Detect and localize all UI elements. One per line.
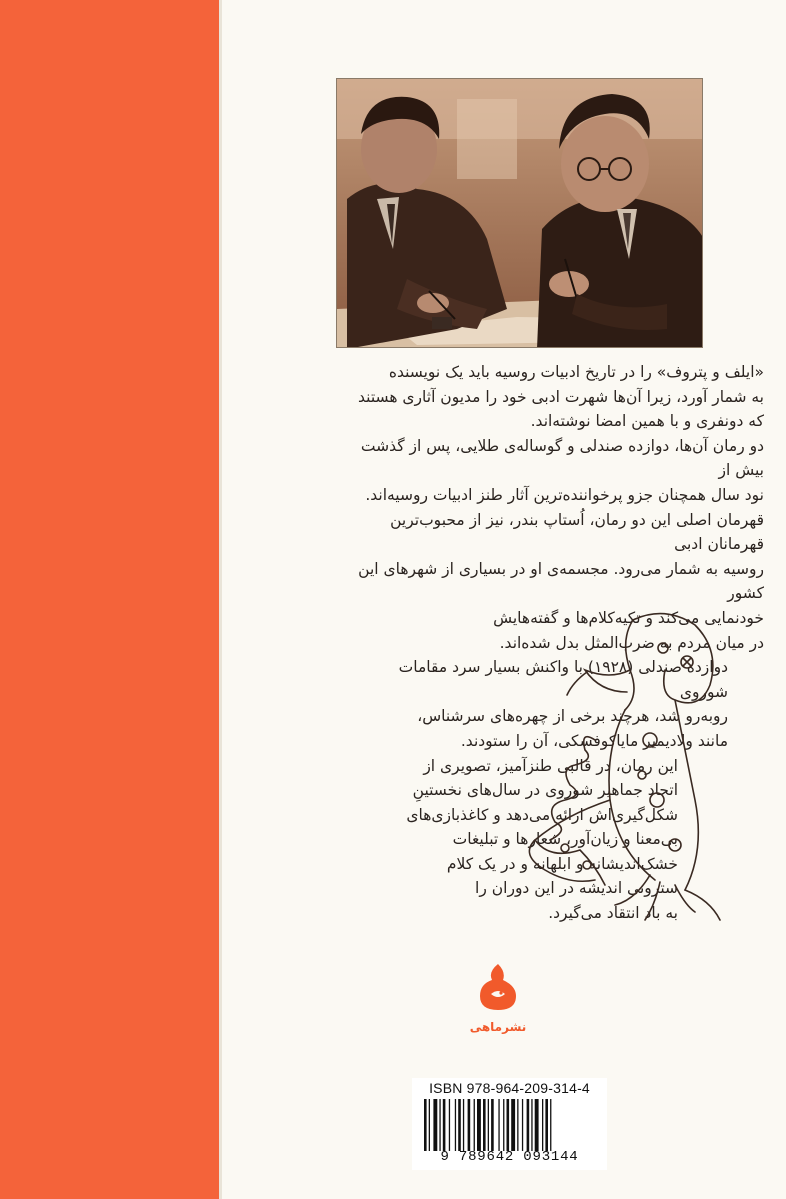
dragon-doodle-icon xyxy=(395,600,735,940)
barcode-bar xyxy=(442,1099,445,1151)
barcode-bar xyxy=(433,1099,437,1151)
blurb-line: نود سال همچنان جزو پرخواننده‌ترین آثار طنز ادبیات روسیه‌اند. xyxy=(365,485,764,504)
blurb-line: شکل‌گیری‌اش ارائه می‌دهد و کاغذبازی‌های xyxy=(406,805,678,824)
spine-edge xyxy=(219,0,222,1199)
blurb-line: که دونفری و با همین امضا نوشته‌اند. xyxy=(530,412,764,431)
barcode-bar xyxy=(506,1099,509,1151)
blurb-line: به شمار آورد، زیرا آن‌ها شهرت ادبی خود را مدیون آثاری هستند xyxy=(358,387,764,406)
barcode-bar xyxy=(473,1099,474,1151)
barcode-bar xyxy=(542,1099,543,1151)
orange-spine xyxy=(0,0,219,1199)
barcode-bar xyxy=(487,1099,488,1151)
barcode-bar xyxy=(503,1099,504,1151)
barcode-bar xyxy=(545,1099,548,1151)
barcode-bar xyxy=(526,1099,529,1151)
blurb-line: «ایلف و پتروف» را در تاریخ ادبیات روسیه باید یک نویسنده xyxy=(388,363,764,381)
barcode-bar xyxy=(521,1099,522,1151)
author-photo xyxy=(336,78,703,348)
blurb-line: خشک‌اندیشانه و ابلهانه و در یک کلام xyxy=(446,854,678,873)
blurb-line: این رمان، در قالبی طنزآمیز، تصویری از xyxy=(423,756,678,775)
barcode-bar xyxy=(424,1099,427,1151)
isbn-barcode xyxy=(412,1078,607,1170)
barcode-bar xyxy=(511,1099,515,1151)
blurb-paragraph xyxy=(344,360,764,434)
barcode-bar xyxy=(454,1099,455,1151)
barcode-bar xyxy=(467,1099,470,1151)
barcode-bars xyxy=(420,1099,600,1151)
flame-drop-logo-icon xyxy=(476,962,520,1012)
blurb-paragraph xyxy=(344,434,764,508)
barcode-bar xyxy=(483,1099,486,1151)
blurb-line: روسیه به شمار می‌رود. مجسمه‌ی او در بسیاری از شهرهای این کشور xyxy=(358,559,764,603)
blurb-line: سترونی اندیشه در این دوران را xyxy=(475,879,678,898)
barcode-digits: 9 789642 093144 xyxy=(440,1149,579,1165)
barcode-bar xyxy=(531,1099,532,1151)
blurb-line: مانند ولادیمیر مایاکوفسکی، آن را ستودند. xyxy=(460,731,728,750)
barcode-bar xyxy=(462,1099,463,1151)
photo-of-two-men-writing-icon xyxy=(337,79,702,348)
barcode-bar xyxy=(491,1099,494,1151)
blurb-line: دو رمان آن‌ها، دوازده صندلی و گوساله‌ی طلایی، پس از گذشت بیش از xyxy=(360,436,764,480)
barcode-bar xyxy=(477,1099,481,1151)
barcode-bar xyxy=(498,1099,499,1151)
publisher-name: نشرماهی xyxy=(469,1020,527,1034)
blurb-line: خودنمایی می‌کند و تکیه‌کلام‌ها و گفته‌هایش xyxy=(493,608,764,627)
blurb-line: دوازده صندلی (۱۹۲۸) با واکنش بسیار سرد مقامات شوروی xyxy=(398,658,728,701)
barcode-bar xyxy=(517,1099,518,1151)
blurb-line: روبه‌رو شد، هرچند برخی از چهره‌های سرشناس، xyxy=(417,707,728,726)
blurb-line: به باد انتقاد می‌گیرد. xyxy=(548,904,678,923)
publisher-logo xyxy=(468,962,528,1042)
barcode-bar xyxy=(534,1099,538,1151)
blurb-line: در میان مردم به ضرب‌المثل بدل شده‌اند. xyxy=(499,633,764,652)
blurb-line: اتحاد جماهیر شوروی در سال‌های نخستینِ xyxy=(412,781,678,800)
barcode-bar xyxy=(458,1099,461,1151)
barcode-bar xyxy=(448,1099,449,1151)
barcode-bar xyxy=(550,1099,551,1151)
blurb-line: قهرمان اصلی این دو رمان، اُستاپ بندر، نیز از محبوب‌ترین قهرمانان ادبی xyxy=(390,510,764,554)
blurb-line: بی‌معنا و زیان‌آور، شعارها و تبلیغات xyxy=(452,830,678,849)
barcode-bar xyxy=(439,1099,440,1151)
isbn-text: ISBN 978-964-209-314-4 xyxy=(429,1080,590,1096)
barcode-bar xyxy=(428,1099,429,1151)
